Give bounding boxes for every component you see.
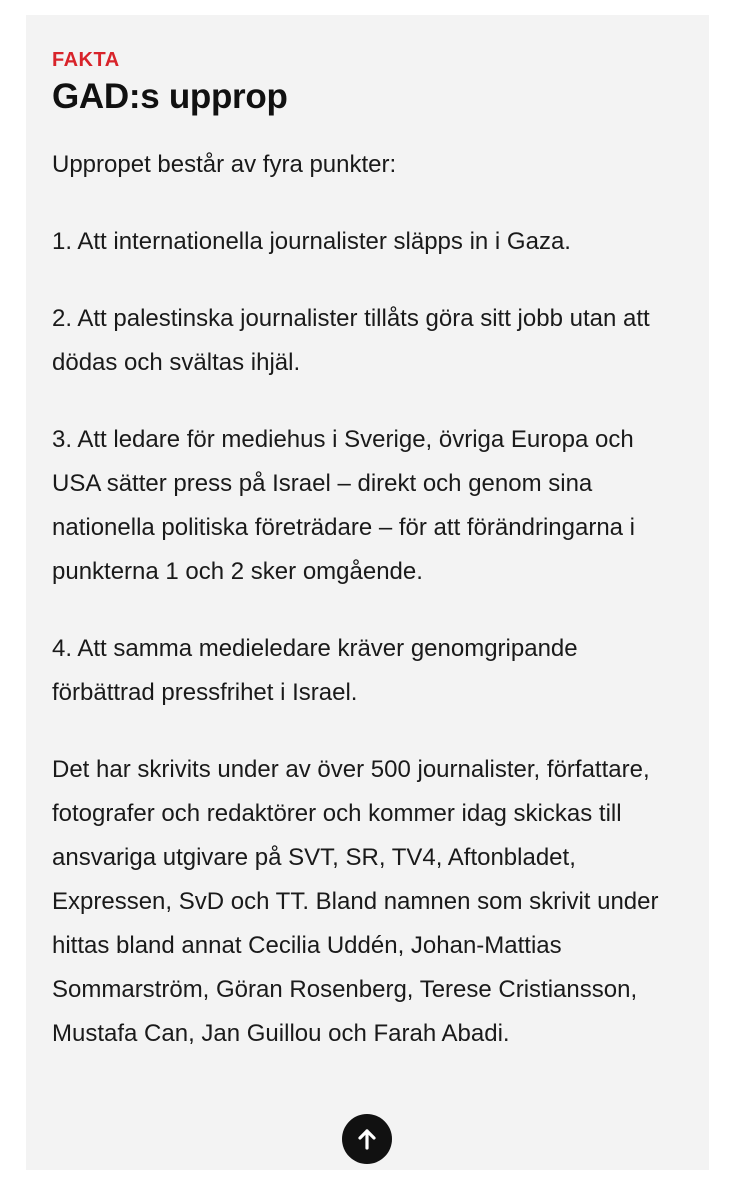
arrow-up-icon [355, 1127, 379, 1151]
fact-point-1: 1. Att internationella journalister släpps in i Gaza. [52, 228, 571, 255]
fact-point-4: 4. Att samma medieledare kräver genomgripande förbättrad pressfrihet i Israel. [52, 635, 578, 706]
fact-intro: Uppropet består av fyra punkter: [52, 151, 397, 178]
fact-box [26, 15, 709, 1170]
fact-point-2: 2. Att palestinska journalister tillåts göra sitt jobb utan att dödas och svältas ihjäl. [52, 305, 650, 376]
fact-point-3: 3. Att ledare för mediehus i Sverige, övriga Europa och USA sätter press på Israel – direkt och genom sina nationella politiska företrädare – för att förändringarna i punkterna 1 och 2 sker omgående. [52, 426, 636, 585]
fact-label: FAKTA [52, 49, 120, 71]
fact-signatories: Det har skrivits under av över 500 journalister, författare, fotografer och redaktörer och kommer idag skickas till ansvariga utgivare på SVT, SR, TV4, Aftonbladet, Expressen, SvD och TT. Bland namnen som skrivit under hittas bland annat Cecilia Uddén, Johan-Mattias Sommarström, Göran Rosenberg, Terese Cristiansson, Mustafa Can, Jan Guillou och Farah Abadi. [52, 756, 659, 1047]
fact-body [52, 143, 683, 1056]
fact-title: GAD:s upprop [52, 77, 288, 116]
scroll-to-top-button[interactable] [342, 1114, 392, 1164]
